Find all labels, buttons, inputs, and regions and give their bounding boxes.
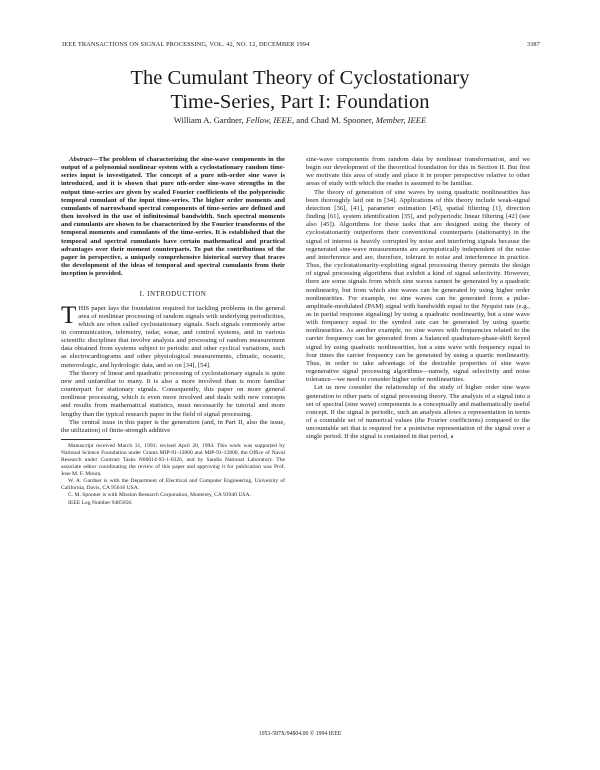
right-paragraph-3: Let us now consider the relationship of the study of higher order sine wave generation to other parts of signal processing theory. The analysis of a signal into a set of spectral (sine wave) components is a conceptually and mathematically useful concept. If the signal is periodic, such an analysis allows a representation in terms of a countable set of numerical values (the Fourier coefficients) compared to the uncountable set that is required for a pointwise representation of the signal over a single period. If the signal is contained in that period, a xyxy=(306,384,530,441)
footnote-divider xyxy=(61,439,111,440)
drop-cap: T xyxy=(61,301,77,329)
footnote-author-1: W. A. Gardner is with the Department of Electrical and Computer Engineering, University of California, Davis, CA 95616 USA. xyxy=(61,478,285,491)
intro-paragraph-2: The theory of linear and quadratic processing of cyclostationary signals is quite new and unfamiliar to many. It is also a more involved than is more familiar counterpart for stationary signals. Consequently, this paper on more general nonlinear processing, which is even more involved and deals with new concepts and results from mathematical statistics, must necessarily be tutorial and more lengthy than the typical research paper in the field of signal processing. xyxy=(61,369,285,418)
abstract-text: The problem of characterizing the sine-wave components in the output of a polynomial nonlinear system with a cyclostationary random time-series input is investigated. The concept of a pure nth-order sine wave is introduced, and it is shown that pure nth-order sine-wave strengths in the output time-series are given by scaled Fourier coefficients of the polyperiodic temporal cumulant of the input time-series. The higher order moments and cumulants of narrowband spectral components of time-series are defined and then involved in the use of infinitesimal bandwidth. Such spectral moments and cumulants are shown to be characterized by the Fourier transforms of the temporal moments and cumulants of the time-series. It is established that the temporal and spectral cumulants have certain mathematical and practical advantages over their moment counterparts. To put the contributions of the paper in perspective, a uniquely comprehensive historical survey that traces the development of the ideas of temporal and spectral cumulants from their inception is provided. xyxy=(61,156,285,278)
intro-paragraph-1 xyxy=(61,301,285,370)
author-line xyxy=(40,115,560,125)
author-1-grade: Fellow, IEEE, xyxy=(245,115,295,125)
right-paragraph-2: The theory of generation of sine waves by using quadratic nonlinearities has been thoroughly laid out in [34]. Applications of this theory include weak-signal detection [36], [41], parameter estimation [45], spatial filtering [1], direction finding [61], system identification [35], and polyperiodic linear filtering [42] (see also [45]). Algorithms for these tasks that are designed using the theory of cyclostationarity outperform their conventional counterparts (stationarity) in the signal of interest is heavily corrupted by noise and interfering signals because the regenerated sine-wave measurements are asymptotically independent of the noise and interference and are, therefore, tolerant to noise and interference in practice. Thus, the cyclostationarity-exploiting signal processing theory permits the design of signal processing algorithms that exhibit a kind of signal selectivity. However, there are some signals from which sine waves cannot be generated by a quadratic nonlinearity, but from which sine waves can be generated by using higher order nonlinearities. For example, no sine waves can be generated from a pulse-amplitude-modulated (PAM) signal with bandwidth equal to the Nyquist rate (e.g., as in partial response signaling) by using a quadratic nonlinearity, but a sine wave with frequency equal to the symbol rate can be generated by using quartic nonlinearities. As another example, no sine waves with frequencies related to the carrier frequency can be generated from a balanced quadrature-phase-shift keyed signal by using quadratic nonlinearities, but a sine wave with frequency equal to four times the carrier frequency can be generated by using a quartic nonlinearity. Thus, in order to take advantage of the desirable properties of sine wave regenerative signal processing algorithms—namely, signal selectivity and noise tolerance—we need to consider higher order nonlinearities. xyxy=(306,188,530,384)
right-paragraph-1: sine-wave components from random data by nonlinear transformation, and we begin our development of the theoretical foundation for this in Section II. But first we motivate this area of study and place it in proper perspective relative to other areas of study with which the reader is assumed to be familiar. xyxy=(306,156,530,188)
footnote-author-2: C. M. Spooner is with Mission Research Corporation, Monterey, CA 93940 USA. xyxy=(68,492,251,499)
copyright-code: 1053-587X/94$04.00 © 1994 IEEE xyxy=(258,731,342,737)
page-number: 3387 xyxy=(526,41,540,48)
footnote-manuscript: Manuscript received March 31, 1993; revised April 20, 1994. This work was supported by National Science Foundation under Grants MIP-91-12800 and MIP-91-12800, the Office of Naval Research under Contract Tasks N00014-93-1-0326, and by Sandia National Laboratory. The associate editor coordinating the review of this paper and approving it for publication was Prof. Jose M. F. Moura. xyxy=(61,443,285,477)
author-conjunction: and xyxy=(296,115,309,125)
author-1: William A. Gardner, xyxy=(173,115,244,125)
right-column xyxy=(306,156,530,441)
intro-paragraph-3: The central issue in this paper is the generation (and, in Part II, also the issue, the utilization) of finite-strength additive xyxy=(61,418,285,434)
abstract-label: Abstract— xyxy=(69,156,99,163)
title-line-2: Time-Series, Part I: Foundation xyxy=(170,91,430,113)
author-2: Chad M. Spooner, xyxy=(310,115,374,125)
footnotes xyxy=(61,443,285,507)
running-head xyxy=(62,41,540,48)
paper-title xyxy=(40,66,560,114)
title-line-1: The Cumulant Theory of Cyclostationary xyxy=(130,67,470,89)
author-2-grade: Member, IEEE xyxy=(375,115,427,125)
footnote-log-number: IEEE Log Number 9405856. xyxy=(68,499,133,506)
abstract xyxy=(61,156,285,278)
left-column xyxy=(61,156,285,507)
journal-name: IEEE TRANSACTIONS ON SIGNAL PROCESSING, VOL. 42, NO. 12, DECEMBER 1994 xyxy=(62,41,310,48)
section-heading-introduction: I. INTRODUCTION xyxy=(139,291,207,299)
intro-paragraph-1-text: HIS paper lays the foundation required for tackling problems in the general area of nonlinear processing of random signals with underlying periodicities, which are often called cyclostationary signals. Such signals commonly arise in communication, telemetry, radar, sonar, and control systems, and in various scientific disciplines that involve analysis and processing of random measurement data obtained from systems subject to periodic and other cyclical variations, such as electrocardiograms and other physiological measurements, climatic, oceanic, meteorologic, and hydrologic data, and so on [34], [54]. xyxy=(61,304,285,369)
